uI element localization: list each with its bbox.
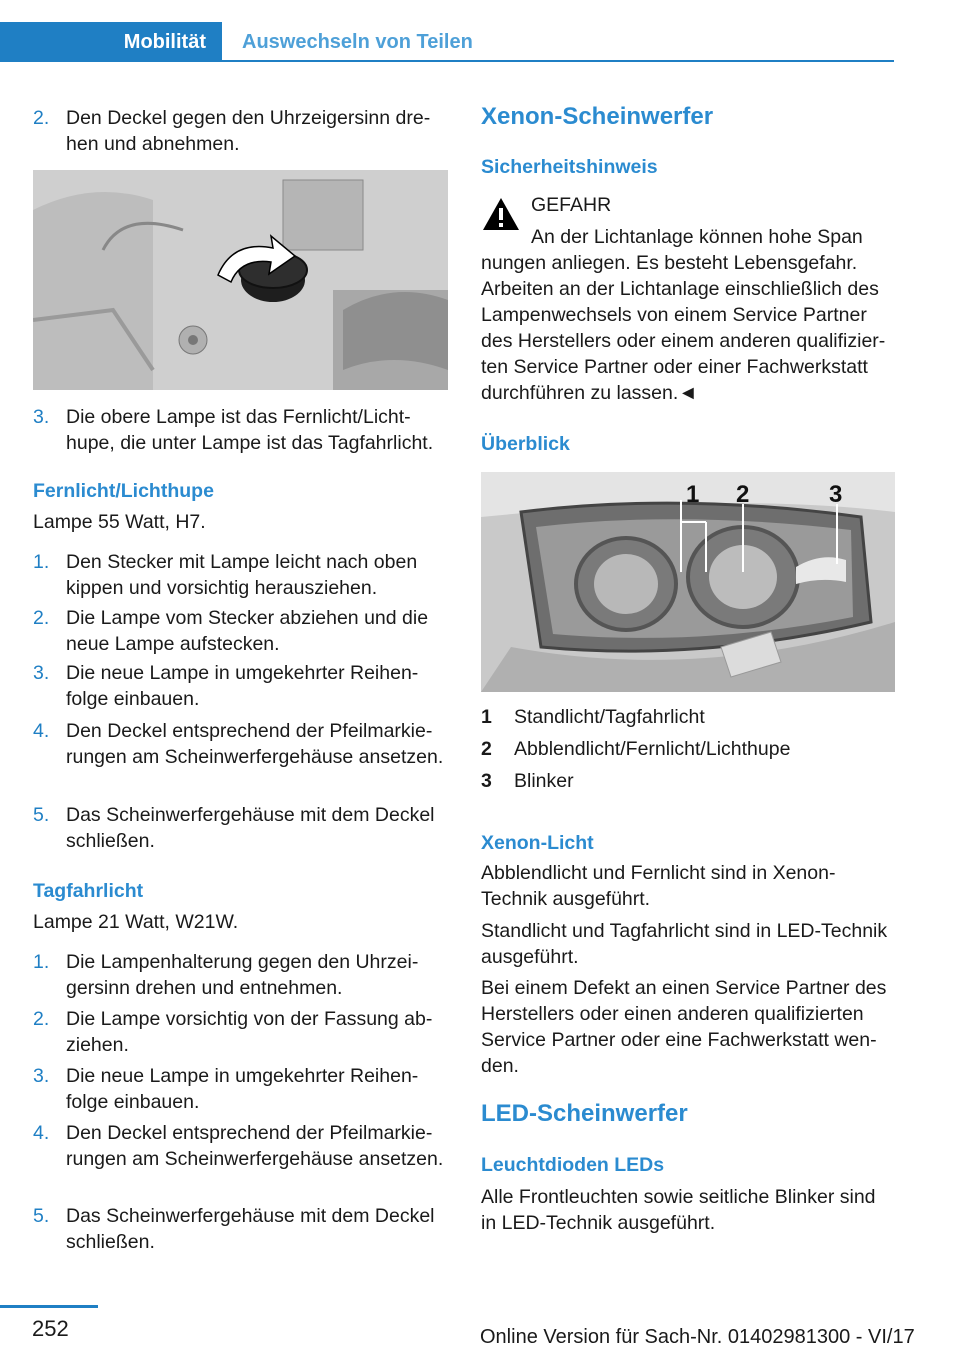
paragraph: Bei einem Defekt an einen Service Partner des Herstellers oder einen anderen qualifizierten Service Partner oder eine Fachwerkstatt wenden. <box>481 977 887 1077</box>
legend-row <box>481 736 895 762</box>
lamp-spec: Lampe 55 Watt, H7. <box>33 511 206 533</box>
step-text: Die obere Lampe ist das Fernlicht/Lichthupe, die unter Lampe ist das Tagfahrlicht. <box>66 406 434 454</box>
subheading-leuchtdioden: Leuchtdioden LEDs <box>481 1154 665 1176</box>
step-text: Den Deckel entsprechend der Pfeilmarkierungen am Scheinwerfergehäuse ansetzen. <box>66 1122 444 1170</box>
step-number: 2. <box>33 107 50 129</box>
subheading-tagfahrlicht: Tagfahrlicht <box>33 880 144 902</box>
danger-text: nungen anliegen. Es besteht Lebensgefahr. Arbeiten an der Lichtanlage einschließlich des Lampenwechsels von einem Service Partner des Herstellers oder einem anderen qualifizierten Service Partner oder einer Fachwerkstatt durchführen zu lassen.◄ <box>481 252 886 404</box>
step-number: 4. <box>33 720 50 742</box>
legend-text: Standlicht/Tagfahrlicht <box>514 706 705 728</box>
step-text: Die Lampe vorsichtig von der Fassung abziehen. <box>66 1008 433 1056</box>
subheading-sicherheitshinweis: Sicherheitshinweis <box>481 156 658 178</box>
lamp-spec: Lampe 21 Watt, W21W. <box>33 911 239 933</box>
legend-row <box>481 768 895 794</box>
legend-row <box>481 704 895 730</box>
paragraph: Abblendlicht und Fernlicht sind in Xenon-Technik ausgeführt. <box>481 862 836 910</box>
step-number: 2. <box>33 1008 50 1030</box>
heading-xenon-scheinwerfer: Xenon-Scheinwerfer <box>481 103 714 130</box>
figure-label-2: 2 <box>736 481 750 508</box>
lamp-cover-image <box>33 170 448 390</box>
legend-number: 3 <box>481 770 492 792</box>
step-number: 1. <box>33 551 50 573</box>
legend-number: 2 <box>481 738 492 760</box>
section-tab-mobilitaet: Mobilität <box>0 22 222 62</box>
headlight-overview-image <box>481 472 895 692</box>
subheading-xenon-licht: Xenon-Licht <box>481 832 594 854</box>
footer-online-version: Online Version für Sach-Nr. 01402981300 - VI/17 <box>480 1326 915 1348</box>
step-text: Den Deckel gegen den Uhrzeigersinn drehen und abnehmen. <box>66 107 431 155</box>
step-number: 3. <box>33 662 50 684</box>
header-rule <box>222 60 894 62</box>
step-number: 2. <box>33 607 50 629</box>
legend-text: Blinker <box>514 770 574 792</box>
step-number: 3. <box>33 406 50 428</box>
step-text: Den Stecker mit Lampe leicht nach oben kippen und vorsichtig herausziehen. <box>66 551 418 599</box>
step-number: 3. <box>33 1065 50 1087</box>
step-text: Die neue Lampe in umgekehrter Reihenfolge einbauen. <box>66 1065 419 1113</box>
step-text: Die neue Lampe in umgekehrter Reihenfolge einbauen. <box>66 662 419 710</box>
danger-label: GEFAHR <box>531 194 612 216</box>
legend-text: Abblendlicht/Fernlicht/Lichthupe <box>514 738 791 760</box>
step-number: 5. <box>33 804 50 826</box>
subheading-ueberblick: Überblick <box>481 433 570 455</box>
step-text: Die Lampe vom Stecker abziehen und die neue Lampe aufstecken. <box>66 607 429 655</box>
footer-rule <box>0 1305 98 1308</box>
step-text: Das Scheinwerfergehäuse mit dem Deckel schließen. <box>66 1205 435 1253</box>
step-number: 1. <box>33 951 50 973</box>
subheading-fernlicht: Fernlicht/Lichthupe <box>33 480 214 502</box>
step-text: Das Scheinwerfergehäuse mit dem Deckel schließen. <box>66 804 435 852</box>
legend-number: 1 <box>481 706 492 728</box>
step-number: 4. <box>33 1122 50 1144</box>
warning-triangle-icon <box>481 196 521 232</box>
figure-label-1: 1 <box>686 481 700 508</box>
danger-text-first: An der Lichtanlage können hohe Span <box>531 226 863 248</box>
page-number: 252 <box>32 1316 69 1341</box>
paragraph: Standlicht und Tagfahrlicht sind in LED-Technik ausgeführt. <box>481 920 888 968</box>
step-text: Den Deckel entsprechend der Pfeilmarkierungen am Scheinwerfergehäuse ansetzen. <box>66 720 444 768</box>
step-number: 5. <box>33 1205 50 1227</box>
section-tab-auswechseln: Auswechseln von Teilen <box>242 31 473 53</box>
figure-label-3: 3 <box>829 481 843 508</box>
step-text: Die Lampenhalterung gegen den Uhrzeigersinn drehen und entnehmen. <box>66 951 419 999</box>
paragraph: Alle Frontleuchten sowie seitliche Blinker sind in LED-Technik ausgeführt. <box>481 1186 876 1234</box>
heading-led-scheinwerfer: LED-Scheinwerfer <box>481 1100 688 1127</box>
page-header <box>0 0 960 62</box>
